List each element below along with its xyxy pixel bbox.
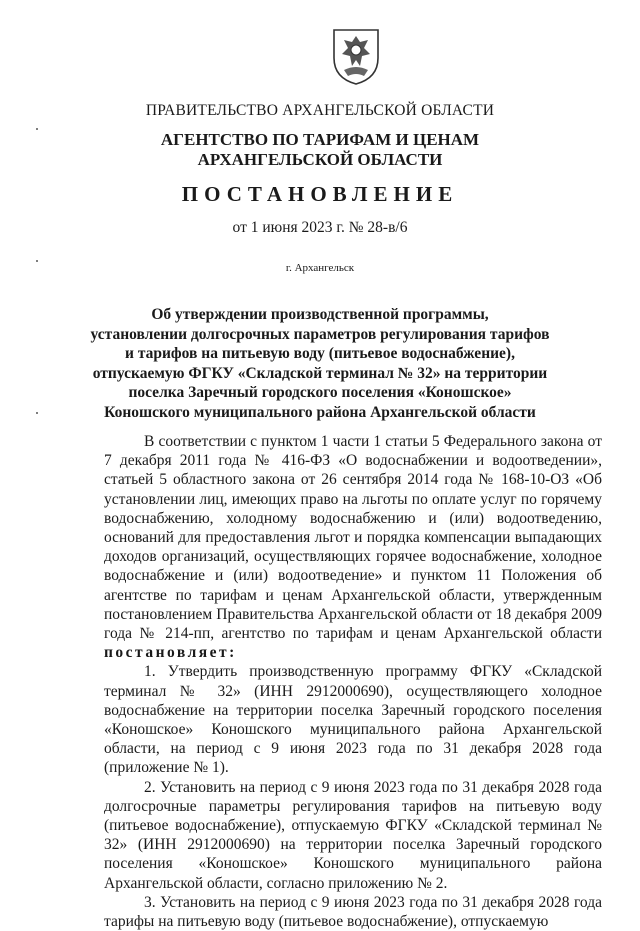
- preamble-text: В соответствии с пунктом 1 части 1 статьи 5 Федерального закона от 7 декабря 2011 года № 416-ФЗ «О водоснабжении и водоотведении», статьей 5 областного закона от 26 сентября 2014 года № 168-10-ОЗ «Об установлении лиц, имеющих право на льготы по оплате услуг по горячему водоснабжению, холодному водоснабжению и (или) водоотведению, оснований для предоставления льгот и порядка компенсации выпадающих доходов организаций, осуществляющих горячее водоснабжение, холодное водоснабжение и (или) водоотведение» и пунктом 11 Положения об агентстве по тарифам и ценам Архангельской области, утвержденным постановлением Правительства Архангельской области от 18 декабря 2009 года № 214-пп, агентство по тарифам и ценам Архангельской области: [104, 433, 602, 643]
- preamble-paragraph: [104, 432, 602, 662]
- agency-name: [0, 130, 640, 170]
- subject-line-6: Коношского муниципального района Архангельской области: [104, 403, 536, 421]
- agency-name-line-2: АРХАНГЕЛЬСКОЙ ОБЛАСТИ: [197, 150, 443, 169]
- coat-of-arms-emblem: [330, 28, 382, 86]
- clause-1-paragraph: 1. Утвердить производственную программу ФГКУ «Складской терминал № 32» (ИНН 2912000690), осуществляющего холодное водоснабжение на территории поселка Заречный городского поселения «Коношское» Коношского муниципального района Архангельской области, на период с 9 июня 2023 года по 31 декабря 2028 года (приложение № 1).: [104, 663, 602, 777]
- scan-mark: [36, 260, 38, 262]
- resolves-keyword: постановляет:: [104, 644, 237, 662]
- subject-line-3: и тарифов на питьевую воду (питьевое водоснабжение),: [125, 345, 515, 363]
- agency-name-line-1: АГЕНТСТВО ПО ТАРИФАМ И ЦЕНАМ: [160, 130, 480, 149]
- document-city: г. Архангельск: [285, 262, 355, 274]
- subject-line-1: Об утверждении производственной программы,: [151, 306, 489, 323]
- clause-2-paragraph: 2. Установить на период с 9 июня 2023 года по 31 декабря 2028 года долгосрочные параметры регулирования тарифов на питьевую воду (питьевое водоснабжение), отпускаемую ФГКУ «Складской терминал № 32» (ИНН 2912000690) на территории поселка Заречный городского поселения «Коношское» Коношского муниципального района Архангельской области, согласно приложению № 2.: [104, 778, 602, 892]
- document-date-number: от 1 июня 2023 г. № 28-в/6: [232, 219, 408, 236]
- document-body: [104, 432, 602, 931]
- document-subject: [0, 305, 640, 423]
- government-name: ПРАВИТЕЛЬСТВО АРХАНГЕЛЬСКОЙ ОБЛАСТИ: [145, 102, 495, 119]
- clause-3-paragraph: 3. Установить на период с 9 июня 2023 года по 31 декабря 2028 года тарифы на питьевую воду (питьевое водоснабжение), отпускаемую: [104, 893, 602, 931]
- scan-mark: [36, 128, 38, 130]
- subject-line-2: установлении долгосрочных параметров регулирования тарифов: [90, 325, 550, 343]
- subject-line-4: отпускаемую ФГКУ «Складской терминал № 32» на территории: [92, 364, 548, 382]
- scan-mark: [36, 412, 38, 414]
- document-type-title: ПОСТАНОВЛЕНИЕ: [181, 182, 459, 206]
- subject-line-5: поселка Заречный городского поселения «Коношское»: [128, 384, 512, 402]
